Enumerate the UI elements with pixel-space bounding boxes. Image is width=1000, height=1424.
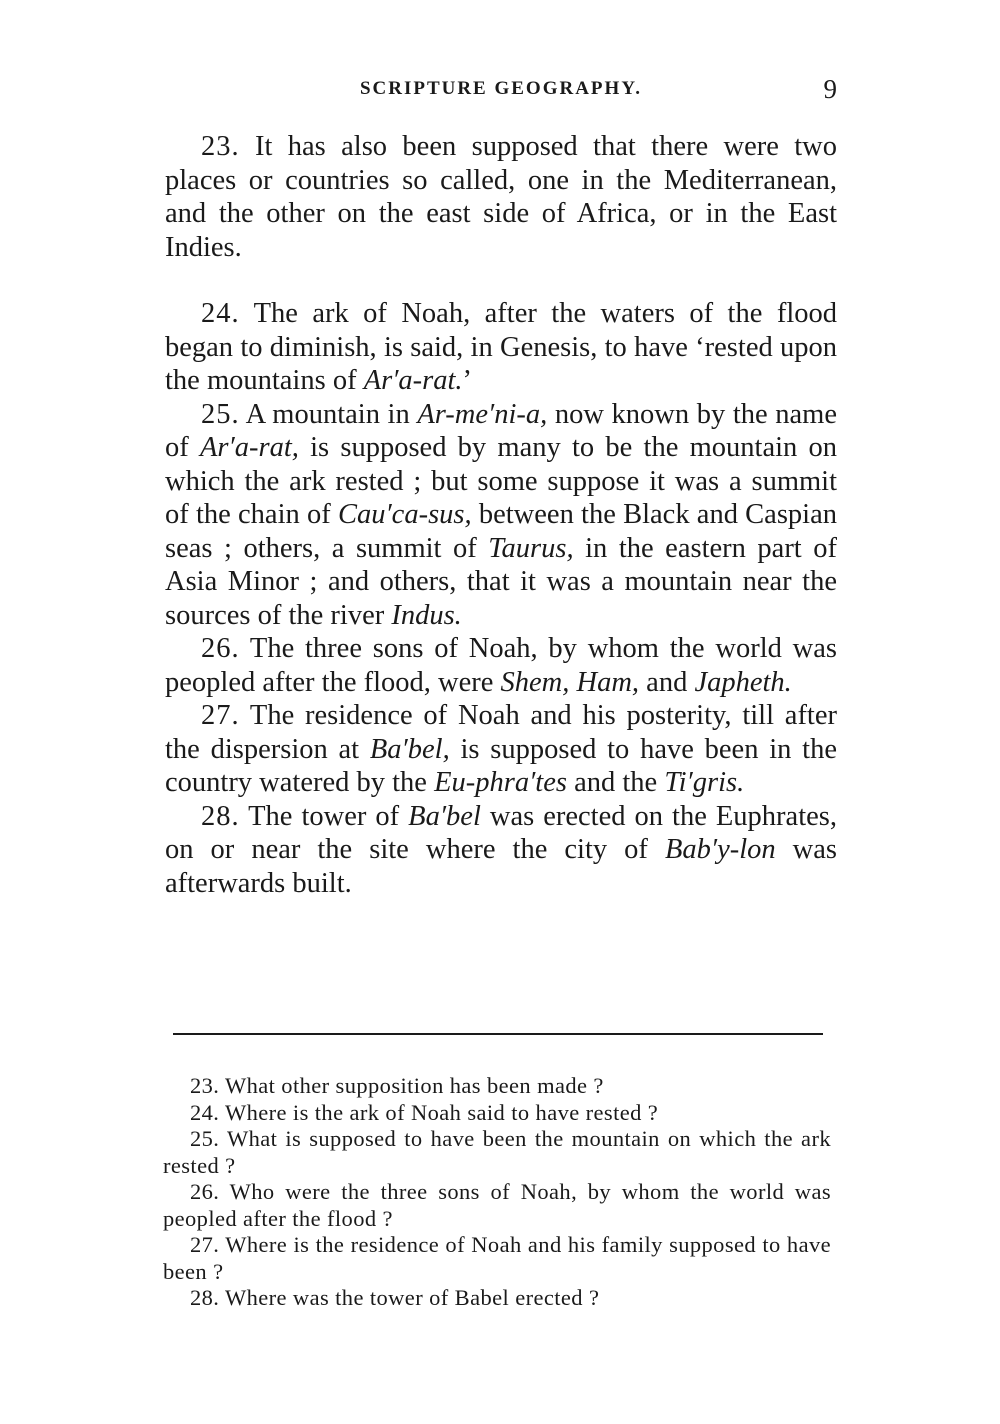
text-segment: It has also been supposed that there were two places or countries so called, one in the Mediterranean, and the other on the east side of Africa, or in the East Indies. <box>165 131 837 263</box>
text-segment: The three sons of Noah, by whom the world was peopled after the flood, were <box>165 633 837 698</box>
text-segment: between the Black and Caspian seas ; others, a summit of <box>165 499 837 564</box>
paragraph-26 <box>165 632 837 699</box>
text-segment: A mountain in <box>245 398 418 430</box>
text-segment: is supposed by many to be the mountain on which the ark rested ; but some suppose it was a summit of the chain of <box>165 432 838 530</box>
running-head <box>165 74 837 104</box>
italic-term: Bab′y-lon <box>664 834 776 865</box>
paragraph-number: 27. <box>201 700 240 731</box>
italic-term: Ar-me′ni-a, <box>417 398 548 430</box>
paragraph-24 <box>165 297 837 398</box>
paragraph-27 <box>165 699 837 800</box>
question-number: 28. <box>190 1285 220 1310</box>
italic-term: Taurus, <box>488 532 574 564</box>
italic-term: Japheth. <box>694 666 792 698</box>
text-segment: The ark of Noah, after the waters of the flood began to diminish, is said, in Genesis, to have ‘rested upon the mountains of <box>165 298 837 396</box>
text-segment: and <box>639 666 695 698</box>
question-number: 24. <box>190 1099 220 1125</box>
question-item <box>163 1126 831 1179</box>
text-segment: and the <box>566 767 665 798</box>
question-text: Where is the residence of Noah and his family supposed to have been ? <box>163 1232 832 1284</box>
question-number: 23. <box>190 1073 220 1098</box>
text-segment: ’ <box>462 365 473 396</box>
text-segment: The residence of Noah and his posterity, till after the dispersion at <box>165 700 837 765</box>
question-text: Where was the tower of Babel erected ? <box>224 1285 600 1310</box>
question-text: Where is the ark of Noah said to have rested ? <box>224 1099 659 1125</box>
question-number: 25. <box>190 1126 220 1151</box>
page-number: 9 <box>823 74 837 104</box>
italic-term: Eu-phra′tes <box>434 767 567 798</box>
text-segment: in the eastern part of Asia Minor ; and others, that it was a mountain near the sources of the river <box>165 532 837 631</box>
text-segment: is supposed to have been in the country watered by the <box>165 733 837 798</box>
paragraph-number: 25. <box>201 398 240 430</box>
paragraph-23 <box>165 130 837 264</box>
paragraph-number: 23. <box>201 131 240 162</box>
paragraph-number: 28. <box>201 800 240 832</box>
italic-term: Ar′a-rat, <box>200 432 299 463</box>
paragraph-25 <box>165 398 837 633</box>
running-title: SCRIPTURE GEOGRAPHY. <box>359 78 643 99</box>
question-text: What other supposition has been made ? <box>224 1073 604 1098</box>
paragraph-number: 24. <box>201 298 240 329</box>
text-segment: was afterwards built. <box>165 834 838 899</box>
italic-term: Cau′ca-sus, <box>337 499 472 530</box>
question-number: 27. <box>190 1232 220 1257</box>
italic-term: Ti′gris. <box>664 767 745 798</box>
question-item <box>163 1232 831 1285</box>
paragraph-number: 26. <box>201 633 240 664</box>
study-questions <box>163 1073 831 1312</box>
question-text: What is supposed to have been the mountain on which the ark rested ? <box>163 1126 831 1178</box>
section-divider <box>173 1033 823 1035</box>
paragraph-28 <box>165 800 837 901</box>
italic-term: Indus. <box>391 599 462 631</box>
question-item <box>163 1073 831 1100</box>
text-segment: was erected on the Euphrates, on or near the site where the city of <box>165 800 837 865</box>
italic-term: Ba′bel, <box>369 733 450 765</box>
italic-term: Ba′bel <box>408 800 481 832</box>
question-item <box>163 1100 831 1127</box>
question-item <box>163 1285 831 1312</box>
question-text: Who were the three sons of Noah, by whom the world was peopled after the flood ? <box>163 1179 832 1231</box>
text-segment: now known by the name of <box>165 398 837 463</box>
question-number: 26. <box>190 1179 220 1204</box>
italic-term: Ar′a-rat. <box>363 365 463 396</box>
text-segment: The tower of <box>248 800 409 832</box>
italic-term: Shem, Ham, <box>500 666 640 698</box>
body-text <box>165 130 837 900</box>
question-item <box>163 1179 831 1232</box>
